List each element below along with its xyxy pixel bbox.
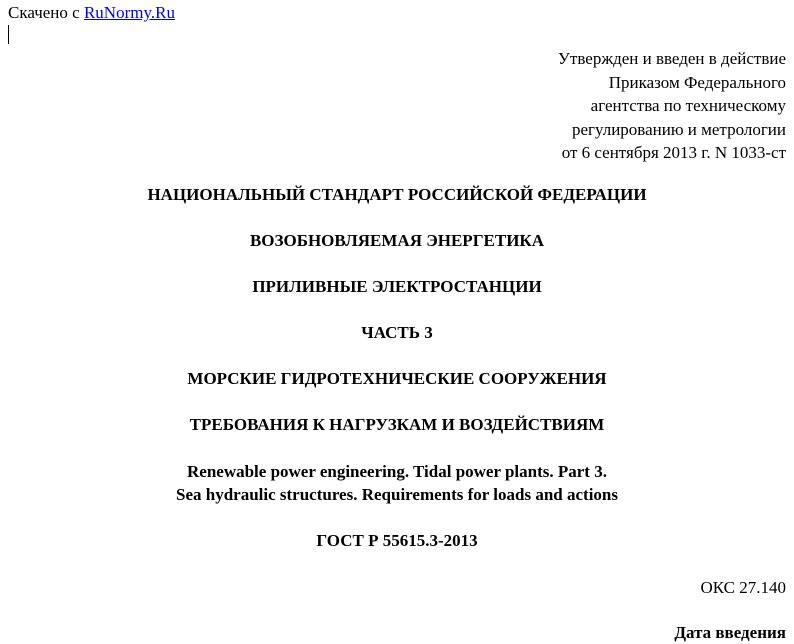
sea-structures-heading: МОРСКИЕ ГИДРОТЕХНИЧЕСКИЕ СООРУЖЕНИЯ: [187, 369, 607, 388]
download-source-line: [8, 3, 175, 23]
part-heading: ЧАСТЬ 3: [361, 323, 433, 342]
approval-line: от 6 сентября 2013 г. N 1033-ст: [561, 143, 786, 162]
renewable-heading: ВОЗОБНОВЛЯЕМАЯ ЭНЕРГЕТИКА: [249, 231, 545, 250]
gost-number: ГОСТ Р 55615.3-2013: [316, 531, 478, 550]
approval-line: регулированию и метрологии: [571, 119, 786, 139]
requirements-heading: ТРЕБОВАНИЯ К НАГРУЗКАМ И ВОЗДЕЙСТВИЯМ: [189, 415, 605, 434]
text-cursor: [8, 25, 9, 44]
approval-line: агентства по техническому: [590, 96, 786, 115]
english-title-line-2: Sea hydraulic structures. Requirements for loads and actions: [175, 485, 619, 504]
approval-line: Утвержден и введен в действие: [557, 49, 786, 68]
download-prefix: Скачено с: [8, 3, 84, 22]
english-title-line-1: Renewable power engineering. Tidal power plants. Part 3.: [187, 462, 607, 481]
okc-code: ОКС 27.140: [700, 578, 786, 597]
national-standard-heading: НАЦИОНАЛЬНЫЙ СТАНДАРТ РОССИЙСКОЙ ФЕДЕРАЦИИ: [147, 185, 647, 204]
date-introduction-label: Дата введения: [674, 623, 786, 642]
approval-line: Приказом Федерального: [608, 72, 786, 92]
tidal-heading: ПРИЛИВНЫЕ ЭЛЕКТРОСТАНЦИИ: [252, 277, 542, 296]
runormy-link[interactable]: RuNormy.Ru: [83, 3, 175, 22]
approval-block: [558, 47, 786, 165]
